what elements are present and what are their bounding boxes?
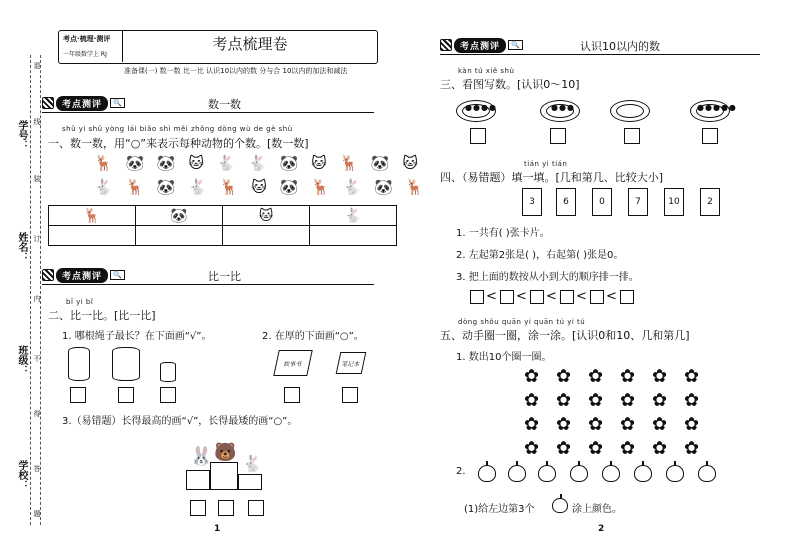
- table-header-cat: 🐱: [223, 206, 310, 226]
- answer-box-plate-4[interactable]: [702, 128, 718, 144]
- apple-icon[interactable]: [602, 465, 620, 482]
- question-s5-2: 2.: [456, 466, 466, 477]
- binding-mark-7: 得: [33, 410, 41, 417]
- flower-icon[interactable]: ✿: [620, 366, 636, 387]
- answer-box-rope-2[interactable]: [118, 387, 134, 403]
- binding-mark-3: 装: [33, 175, 41, 182]
- answer-cell-cat[interactable]: [223, 226, 310, 246]
- podium-right: [238, 474, 262, 490]
- flower-icon[interactable]: ✿: [684, 438, 700, 459]
- answer-cell-panda[interactable]: [136, 226, 223, 246]
- header-left-cell: [59, 31, 123, 62]
- student-id-label: 学号：: [16, 120, 27, 150]
- binding-line-outer: [30, 55, 31, 525]
- binding-mark-4: 订: [33, 235, 41, 242]
- header-sub: 一年级数学上 RJ: [63, 51, 107, 58]
- rabbit-icon: 🐰: [190, 446, 213, 467]
- question-compare-1: 1. 哪根绳子最长？在下面画“√”。: [62, 331, 212, 342]
- binding-mark-8: 答: [33, 465, 41, 472]
- class-label: 班级：: [16, 345, 27, 375]
- order-box-5[interactable]: [590, 290, 604, 304]
- flower-icon[interactable]: ✿: [588, 390, 604, 411]
- student-name-label: 姓名：: [16, 232, 27, 262]
- less-than-5: <: [606, 289, 617, 304]
- banner-compare: [42, 268, 125, 282]
- flower-icon[interactable]: ✿: [652, 414, 668, 435]
- question-s5: 五、动手圈一圈，涂一涂。[认识0和10、几和第几]: [440, 329, 690, 342]
- question-count: 一、数一数，用“○”来表示每种动物的个数。[数一数]: [48, 137, 309, 150]
- flower-icon[interactable]: ✿: [524, 414, 540, 435]
- number-card-3: 0: [592, 188, 612, 216]
- apple-icon[interactable]: [538, 465, 556, 482]
- pinyin-s3: kàn tú xiě shù: [458, 67, 515, 75]
- rope-cylinder-3: [160, 362, 176, 382]
- flower-icon[interactable]: ✿: [524, 438, 540, 459]
- less-than-4: <: [576, 289, 587, 304]
- binding-line-inner: [40, 55, 41, 525]
- answer-box-rope-1[interactable]: [70, 387, 86, 403]
- pinyin-s4: tián yi tián: [524, 160, 568, 168]
- plate-3: [610, 100, 650, 122]
- apple-icon[interactable]: [666, 465, 684, 482]
- school-label: 学校：: [16, 460, 27, 490]
- pinyin-s5: dòng shǒu quān yi quān tú yi tú: [458, 318, 586, 326]
- flower-icon[interactable]: ✿: [620, 438, 636, 459]
- tag-icon: 🔍: [110, 270, 125, 280]
- question-compare-3: 3.（易错题）长得最高的画“√”，长得最矮的画“○”。: [62, 416, 298, 427]
- plate-4: [690, 100, 737, 122]
- answer-box-height-2[interactable]: [218, 500, 234, 516]
- binding-mark-5: 内: [33, 295, 41, 302]
- rule-count: [42, 112, 374, 113]
- question-s5-1: 1. 数出10个圈一圈。: [456, 352, 552, 363]
- podium-left: [186, 470, 210, 490]
- flower-icon[interactable]: ✿: [652, 390, 668, 411]
- number-card-2: 6: [556, 188, 576, 216]
- banner-count: [42, 96, 125, 110]
- pinyin-count: shǔ yi shǔ yòng lái biǎo shì měi zhǒng dòng wù de gè shù: [62, 125, 293, 133]
- page-number-1: 1: [214, 524, 221, 534]
- answer-box-height-3[interactable]: [248, 500, 264, 516]
- number-card-6: 2: [700, 188, 720, 216]
- binding-mark-1: 退: [33, 62, 41, 69]
- order-box-6[interactable]: [620, 290, 634, 304]
- binding-mark-9: 题: [33, 510, 41, 517]
- answer-cell-rabbit[interactable]: [310, 226, 397, 246]
- flower-icon[interactable]: ✿: [524, 390, 540, 411]
- less-than-1: <: [486, 289, 497, 304]
- rope-cylinder-2: [112, 347, 140, 381]
- answer-box-plate-3[interactable]: [624, 128, 640, 144]
- pin-icon: [42, 269, 54, 281]
- flower-icon[interactable]: ✿: [556, 366, 572, 387]
- section-title-compare: 比一比: [208, 270, 241, 283]
- flower-icon[interactable]: ✿: [556, 414, 572, 435]
- apple-icon[interactable]: [698, 465, 716, 482]
- banner-label: 考点测评: [56, 96, 108, 111]
- apple-icon[interactable]: [508, 465, 526, 482]
- apple-icon: [552, 498, 568, 513]
- question-s4-2: 2. 左起第2张是( )，右起第( )张是0。: [456, 250, 624, 261]
- flower-icon[interactable]: ✿: [684, 366, 700, 387]
- question-compare-2: 2. 在厚的下面画“○”。: [262, 331, 364, 342]
- plate-3-inner: [616, 104, 644, 118]
- header-tags: 考点·梳理·测评: [63, 35, 111, 43]
- flower-icon[interactable]: ✿: [588, 366, 604, 387]
- plate-4-fruits: ●●●●●: [697, 103, 737, 112]
- page1-title: 考点梳理卷: [212, 35, 288, 53]
- book-notebook: 笔记本: [336, 352, 367, 374]
- pin-icon: [440, 39, 452, 51]
- flower-icon[interactable]: ✿: [620, 390, 636, 411]
- binding-mark-6: 不: [33, 355, 41, 362]
- apple-icon[interactable]: [570, 465, 588, 482]
- flower-grid: [524, 368, 704, 464]
- banner-page2: [440, 38, 523, 52]
- order-box-3[interactable]: [530, 290, 544, 304]
- order-box-4[interactable]: [560, 290, 574, 304]
- question-s5-2-1b: 涂上颜色。: [572, 504, 622, 515]
- flower-icon[interactable]: ✿: [652, 366, 668, 387]
- book-story: 故事书: [273, 350, 313, 376]
- page1-subtitle: 准备课(一) 数一数 比一比 认识10以内的数 分与合 10以内的加法和减法: [124, 67, 348, 75]
- count-table: [48, 205, 397, 246]
- plate-2-fruits: ●●●: [551, 103, 575, 112]
- flower-icon[interactable]: ✿: [588, 438, 604, 459]
- answer-box-plate-2[interactable]: [550, 128, 566, 144]
- bunny-icon: 🐇: [242, 454, 262, 473]
- pinyin-compare: bǐ yi bǐ: [66, 298, 94, 306]
- less-than-2: <: [516, 289, 527, 304]
- podium-illustration: [186, 442, 262, 490]
- table-header-deer: 🦌: [49, 206, 136, 226]
- banner-label: 考点测评: [454, 38, 506, 53]
- table-header-rabbit: 🐇: [310, 206, 397, 226]
- page2-title: 认识10以内的数: [580, 40, 660, 53]
- apple-icon[interactable]: [478, 465, 496, 482]
- section-title-count: 数一数: [208, 98, 241, 111]
- binding-mark-2: 线: [33, 118, 41, 125]
- number-card-1: 3: [522, 188, 542, 216]
- order-box-2[interactable]: [500, 290, 514, 304]
- flower-icon[interactable]: ✿: [684, 390, 700, 411]
- flower-icon[interactable]: ✿: [620, 414, 636, 435]
- plate-1-fruits: ●●●●: [465, 103, 497, 112]
- number-card-5: 10: [664, 188, 684, 216]
- answer-box-book-1[interactable]: [284, 387, 300, 403]
- answer-box-book-2[interactable]: [342, 387, 358, 403]
- question-s3: 三、看图写数。[认识0～10]: [440, 78, 580, 91]
- number-card-4: 7: [628, 188, 648, 216]
- rope-cylinder-1: [68, 347, 90, 381]
- table-header-panda: 🐼: [136, 206, 223, 226]
- answer-box-height-1[interactable]: [190, 500, 206, 516]
- flower-icon[interactable]: ✿: [524, 366, 540, 387]
- page-number-2: 2: [598, 524, 605, 534]
- order-box-1[interactable]: [470, 290, 484, 304]
- banner-label: 考点测评: [56, 268, 108, 283]
- flower-icon[interactable]: ✿: [684, 414, 700, 435]
- plate-2: [540, 100, 580, 122]
- flower-icon[interactable]: ✿: [588, 414, 604, 435]
- plate-1: [456, 100, 496, 122]
- pin-icon: [42, 97, 54, 109]
- answer-box-plate-1[interactable]: [470, 128, 486, 144]
- question-s4: 四、（易错题）填一填。[几和第几、比较大小]: [440, 171, 664, 184]
- tag-icon: 🔍: [110, 98, 125, 108]
- animal-row-2: 🐇 🦌 🐼 🐇 🦌 🐱 🐼 🦌 🐇 🐼 🦌: [94, 178, 429, 196]
- rule-page2: [440, 54, 760, 55]
- question-s4-3: 3. 把上面的数按从小到大的顺序排一排。: [456, 272, 639, 283]
- question-s4-1: 1. 一共有( )张卡片。: [456, 228, 550, 239]
- page1-header-box: [58, 30, 378, 64]
- rule-compare: [42, 284, 374, 285]
- answer-box-rope-3[interactable]: [160, 387, 176, 403]
- question-s5-2-1a: (1)给左边第3个: [464, 504, 535, 515]
- less-than-3: <: [546, 289, 557, 304]
- animal-row-1: 🦌 🐼 🐼 🐱 🐇 🐇 🐼 🐱 🦌 🐼 🐱: [94, 154, 423, 172]
- bear-icon: 🐻: [214, 442, 237, 463]
- apple-icon[interactable]: [634, 465, 652, 482]
- podium-center: [210, 462, 238, 490]
- question-compare: 二、比一比。[比一比]: [48, 309, 156, 322]
- answer-cell-deer[interactable]: [49, 226, 136, 246]
- flower-icon[interactable]: ✿: [652, 438, 668, 459]
- flower-icon[interactable]: ✿: [556, 438, 572, 459]
- flower-icon[interactable]: ✿: [556, 390, 572, 411]
- tag-icon: 🔍: [508, 40, 523, 50]
